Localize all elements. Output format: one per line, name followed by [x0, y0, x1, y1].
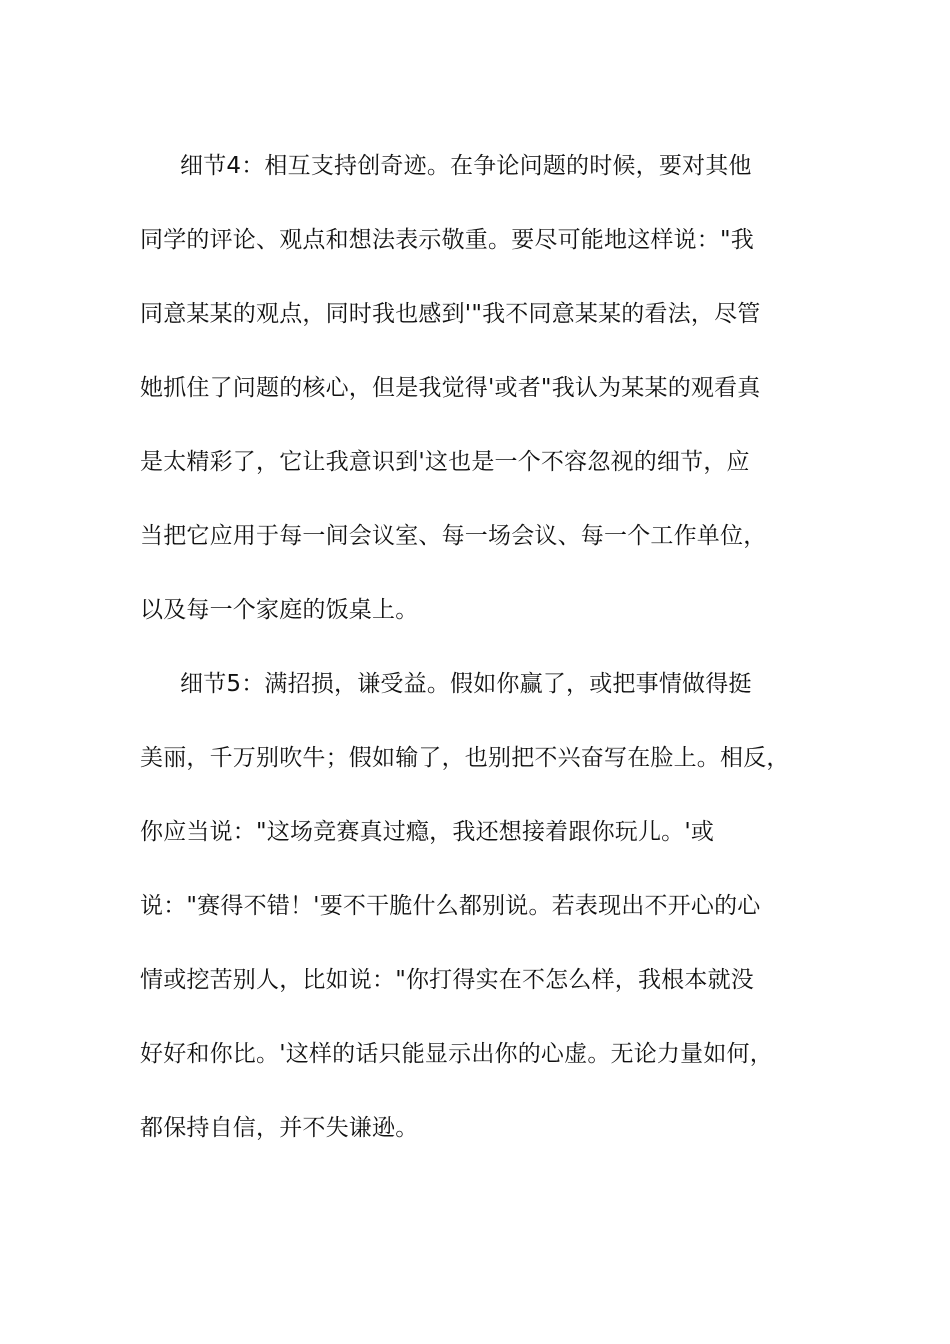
text-line: 是太精彩了，它让我意识到'这也是一个不容忽视的细节，应: [140, 449, 750, 475]
text-line: 同意某某的观点，同时我也感到'"我不同意某某的看法，尽管: [140, 301, 761, 327]
text-line: 细节5：满招损，谦受益。假如你赢了，或把事情做得挺: [180, 671, 752, 697]
text-line: 她抓住了问题的核心，但是我觉得'或者"我认为某某的观看真: [140, 375, 761, 401]
text-line: 以及每一个家庭的饭桌上。: [140, 597, 419, 623]
text-line: 美丽，千万别吹牛；假如输了，也别把不兴奋写在脸上。相反，: [140, 745, 790, 771]
text-line: 你应当说："这场竞赛真过瘾，我还想接着跟你玩儿。'或: [140, 819, 715, 845]
text-line: 都保持自信，并不失谦逊。: [140, 1115, 419, 1141]
text-line: 情或挖苦别人，比如说："你打得实在不怎么样，我根本就没: [140, 967, 754, 993]
text-line: 同学的评论、观点和想法表示敬重。要尽可能地这样说："我: [140, 227, 754, 253]
paragraph-detail-4: [140, 140, 820, 658]
text-line: 细节4：相互支持创奇迹。在争论问题的时候，要对其他: [180, 153, 752, 179]
text-line: 说："赛得不错！'要不干脆什么都别说。若表现出不开心的心: [140, 893, 761, 919]
text-line: 好好和你比。'这样的话只能显示出你的心虚。无论力量如何，: [140, 1041, 773, 1067]
paragraph-detail-5: [140, 658, 820, 1176]
document-body: [140, 140, 820, 1176]
text-line: 当把它应用于每一间会议室、每一场会议、每一个工作单位，: [140, 523, 767, 549]
